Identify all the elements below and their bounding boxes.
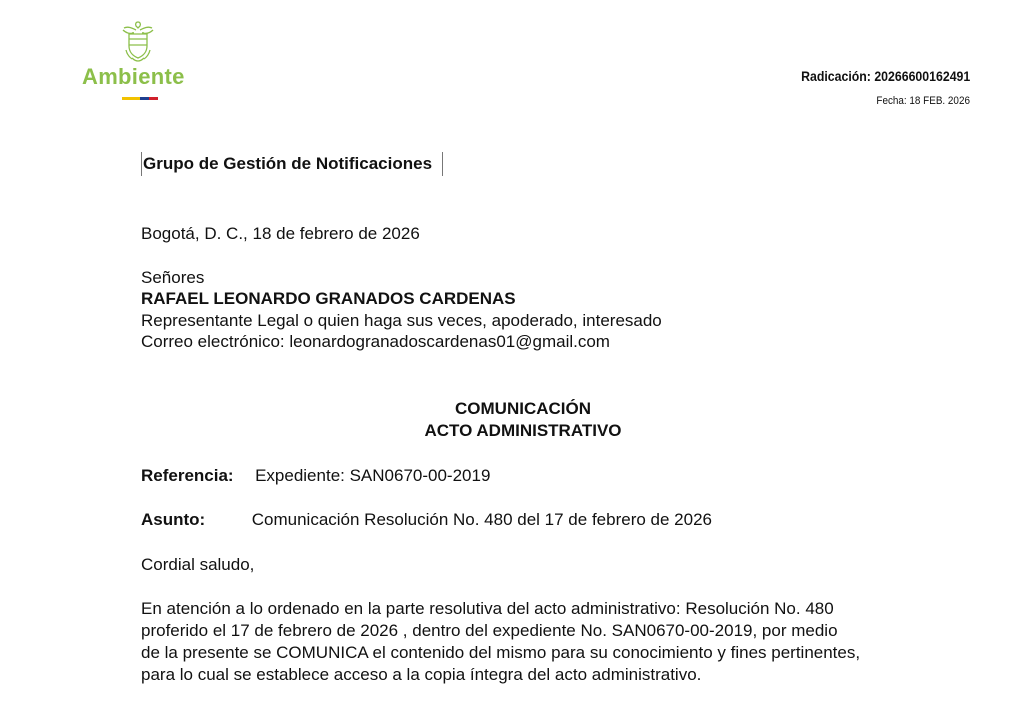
recipient-name: RAFAEL LEONARDO GRANADOS CARDENAS — [141, 289, 516, 308]
asunto-label: Asunto: — [141, 510, 206, 529]
ambiente-logo — [82, 20, 202, 104]
referencia-line — [141, 465, 490, 487]
asunto-line — [141, 509, 712, 531]
colombia-flag-bar — [122, 97, 158, 100]
paragraph-line: En atención a lo ordenado en la parte resolutiva del acto administrativo: Resolución No. 480 — [141, 599, 834, 618]
heading-comunicacion: COMUNICACIÓN — [455, 399, 591, 418]
recipient-salutation: Señores — [141, 268, 205, 287]
referencia-label: Referencia: — [141, 466, 234, 485]
heading-acto-administrativo: ACTO ADMINISTRATIVO — [424, 421, 622, 440]
body-paragraph — [141, 598, 921, 686]
paragraph-line: para lo cual se establece acceso a la copia íntegra del acto administrativo. — [141, 665, 702, 684]
flag-blue — [140, 97, 149, 100]
recipient-email: Correo electrónico: leonardogranadoscardenas01@gmail.com — [141, 332, 610, 351]
coat-of-arms-icon — [120, 20, 156, 64]
flag-yellow — [122, 97, 140, 100]
referencia-value: Expediente: SAN0670-00-2019 — [255, 466, 491, 485]
recipient-role: Representante Legal o quien haga sus veces, apoderado, interesado — [141, 311, 662, 330]
radicacion-number: Radicación: 20266600162491 — [800, 68, 970, 84]
flag-red — [149, 97, 158, 100]
group-title: Grupo de Gestión de Notificaciones — [141, 152, 443, 176]
paragraph-line: de la presente se COMUNICA el contenido del mismo para su conocimiento y fines pertinentes, — [141, 643, 861, 662]
asunto-value: Comunicación Resolución No. 480 del 17 de febrero de 2026 — [251, 510, 712, 529]
date-line: Bogotá, D. C., 18 de febrero de 2026 — [141, 224, 420, 243]
paragraph-line: proferido el 17 de febrero de 2026 , dentro del expediente No. SAN0670-00-2019, por medio — [141, 621, 838, 640]
radicacion-date: Fecha: 18 FEB. 2026 — [876, 95, 970, 107]
greeting: Cordial saludo, — [141, 555, 255, 574]
ambiente-wordmark: Ambiente — [82, 64, 185, 89]
